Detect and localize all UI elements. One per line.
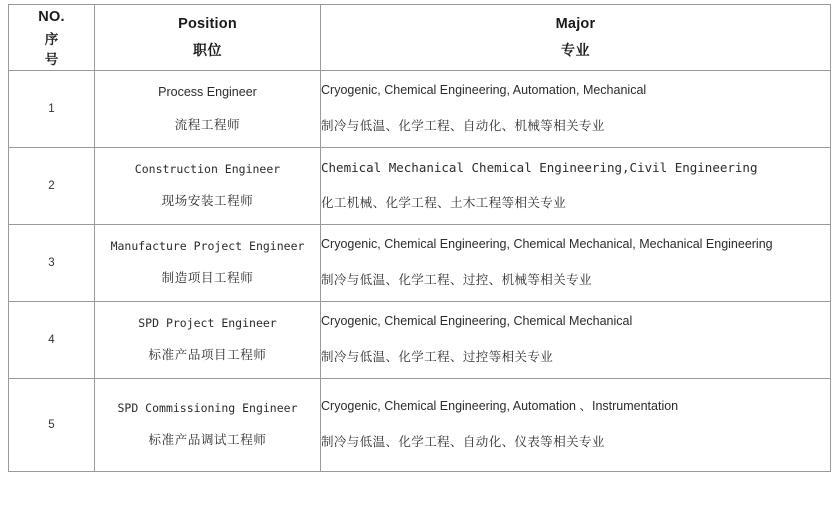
major-cn: 制冷与低温、化学工程、过控、机械等相关专业 bbox=[321, 272, 592, 287]
position-en: SPD Commissioning Engineer bbox=[117, 400, 298, 415]
major-cn: 制冷与低温、化学工程、过控等相关专业 bbox=[321, 349, 554, 364]
row-position bbox=[95, 70, 321, 147]
row-number: 4 bbox=[9, 301, 95, 378]
major-cn: 制冷与低温、化学工程、自动化、机械等相关专业 bbox=[321, 118, 605, 133]
major-en: Cryogenic, Chemical Engineering, Automation 、Instrumentation bbox=[321, 399, 679, 414]
major-cn: 制冷与低温、化学工程、自动化、仪表等相关专业 bbox=[321, 434, 605, 449]
table-row bbox=[9, 147, 831, 224]
row-number: 5 bbox=[9, 378, 95, 471]
header-no-cn-line1: 序 bbox=[44, 32, 59, 48]
position-en: Construction Engineer bbox=[134, 161, 281, 176]
row-position bbox=[95, 224, 321, 301]
row-major bbox=[321, 224, 831, 301]
job-positions-table bbox=[8, 4, 831, 472]
row-number: 2 bbox=[9, 147, 95, 224]
table-header-row bbox=[9, 5, 831, 71]
row-number: 1 bbox=[9, 70, 95, 147]
major-en: Cryogenic, Chemical Engineering, Chemical Mechanical bbox=[321, 314, 633, 329]
header-major-en: Major bbox=[555, 16, 596, 33]
position-en: Manufacture Project Engineer bbox=[110, 238, 305, 253]
table-row bbox=[9, 378, 831, 471]
position-cn: 标准产品调试工程师 bbox=[148, 432, 267, 447]
row-major bbox=[321, 147, 831, 224]
row-position bbox=[95, 147, 321, 224]
header-position-cn: 职位 bbox=[193, 41, 222, 58]
row-major bbox=[321, 301, 831, 378]
header-cell-major bbox=[321, 5, 831, 71]
header-major-cn: 专业 bbox=[561, 41, 590, 58]
row-position bbox=[95, 301, 321, 378]
position-en: SPD Project Engineer bbox=[138, 315, 277, 330]
row-position bbox=[95, 378, 321, 471]
position-cn: 流程工程师 bbox=[174, 117, 241, 132]
table-row bbox=[9, 70, 831, 147]
major-en: Cryogenic, Chemical Engineering, Automation, Mechanical bbox=[321, 83, 647, 98]
header-position-en: Position bbox=[178, 16, 237, 33]
header-cell-no bbox=[9, 5, 95, 71]
header-no-cn-line2: 号 bbox=[44, 51, 59, 67]
position-cn: 现场安装工程师 bbox=[161, 193, 254, 208]
major-cn: 化工机械、化学工程、土木工程等相关专业 bbox=[321, 195, 567, 210]
major-en: Chemical Mechanical Chemical Engineering,Civil Engineering bbox=[321, 160, 758, 176]
row-major bbox=[321, 70, 831, 147]
table-row bbox=[9, 224, 831, 301]
position-cn: 制造项目工程师 bbox=[161, 270, 254, 285]
row-number: 3 bbox=[9, 224, 95, 301]
position-cn: 标准产品项目工程师 bbox=[148, 347, 267, 362]
document-page bbox=[0, 4, 836, 528]
table-row bbox=[9, 301, 831, 378]
header-no-en: NO. bbox=[38, 9, 65, 25]
row-major bbox=[321, 378, 831, 471]
major-en: Cryogenic, Chemical Engineering, Chemical Mechanical, Mechanical Engineering bbox=[321, 237, 773, 252]
header-cell-position bbox=[95, 5, 321, 71]
position-en: Process Engineer bbox=[158, 84, 257, 99]
